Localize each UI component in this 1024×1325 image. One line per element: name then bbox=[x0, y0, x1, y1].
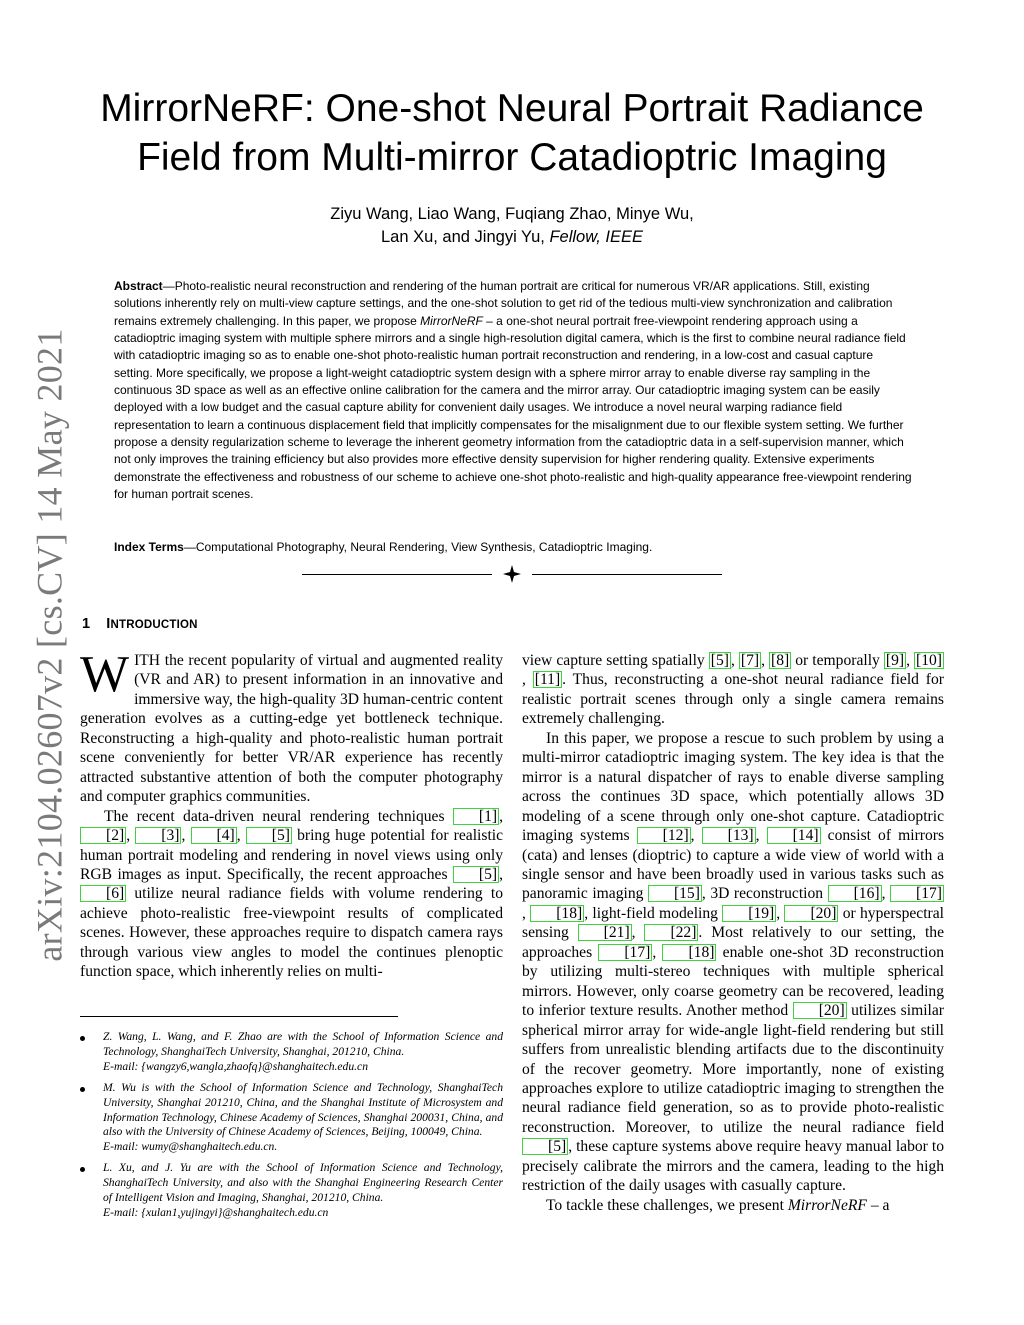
paper-title bbox=[60, 84, 964, 182]
affiliation-footnotes bbox=[80, 1030, 503, 1227]
citation-link[interactable]: [15] bbox=[648, 885, 702, 902]
section-number: 1 bbox=[82, 616, 91, 632]
citation-link[interactable]: [16] bbox=[828, 885, 882, 902]
abstract-method-name: MirrorNeRF bbox=[420, 313, 483, 328]
footnote-item bbox=[80, 1030, 503, 1075]
text-span: The recent data-driven neural rendering techniques bbox=[104, 807, 453, 825]
authors-line-2: Lan Xu, and Jingyi Yu, bbox=[380, 228, 550, 246]
citation-link[interactable]: [6] bbox=[80, 885, 126, 902]
footnote-email: E-mail: wumy@shanghaitech.edu.cn. bbox=[103, 1140, 278, 1154]
citation-link[interactable]: [19] bbox=[722, 905, 776, 922]
intro-text-1: the recent popularity of virtual and augmented reality (VR and AR) to present information in an innovative and immersive way, the high-quality 3D human-centric content generation evolves as a cutting-edge yet bottleneck technique. Reconstructing a high-quality and photo-realistic human portrait scene conveniently for better VR/AR experience has recently attracted substantive attention of both the computer photography and computer graphics communities. bbox=[80, 652, 503, 806]
index-terms-text: —Computational Photography, Neural Rendering, View Synthesis, Catadioptric Imaging. bbox=[183, 540, 653, 554]
citation-link[interactable]: [2] bbox=[80, 827, 126, 844]
drop-cap-lead: ITH bbox=[134, 652, 161, 669]
intro-paragraph-3: In this paper, we propose a rescue to such problem by using a multi-mirror catadioptric imaging system. The key idea is that the mirror is a natural dispatcher of rays to enable diverse sampling across the continues 3D space, which potentially allows 3D modeling of a scene through only one-shot capture. Catadioptric imaging systems [12] , [13] , [14] consist of mirrors (cata) and lenses (dioptric) to capture a wide view of world with a single sensor and have been broadly used in various tasks such as panoramic imaging [15] , 3D reconstruction [16] , [17], [18] , light-field modeling [19] , [20] or hyperspectral sensing [21] , [22] . Most relatively to our setting, the approaches [17] , [18] enable one-shot 3D reconstruction by utilizing multi-stereo techniques with multiple spherical mirrors. However, only coarse geometry can be recovered, leading to inferior texture results. Another method [20] utilizes similar spherical mirror array for wide-angle light-field rendering but still suffers from unrealistic blending artifacts due to the discontinuity of the recover geometry. More importantly, none of existing approaches explore to utilize catadioptric imaging to strengthen the neural radiance field generation, so as to provide photo-realistic reconstruction. Moreover, to utilize the neural radiance field [5] , these capture systems above require heavy manual labor to precisely calibrate the mirrors and the camera, leading to the high restriction of the daily usages with casually capture. bbox=[522, 729, 944, 1195]
index-terms bbox=[114, 539, 914, 556]
footnote-rule bbox=[80, 1016, 398, 1017]
text-span: To tackle these challenges, we present bbox=[546, 1196, 788, 1214]
intro-paragraph-2: The recent data-driven neural rendering techniques [1] , [2] , [3] , [4] , [5] bring huge potential for realistic human portrait modeling and rendering in novel views using only RGB images as input. Specifically, the recent approaches [5] , [6] utilize neural radiance fields with volume rendering to achieve photo-realistic free-viewpoint results of complicated scenes. However, these approaches require to dispatch camera rays through various view angles to model the continues plenoptic function space, which inherently relies on multi- bbox=[80, 807, 503, 981]
section-title-rest: NTRODUCTION bbox=[110, 619, 198, 631]
citation-link[interactable]: [10] bbox=[916, 652, 942, 669]
bullet-icon bbox=[80, 1036, 85, 1041]
text-span: . Most relatively to our setting, the approaches bbox=[522, 924, 944, 961]
text-span: or hyperspectral sensing bbox=[522, 904, 944, 942]
citation-link[interactable]: [11] bbox=[534, 671, 561, 689]
title-line-1: MirrorNeRF: One-shot Neural Portrait Radiance bbox=[100, 87, 924, 130]
footnote-text: L. Xu, and J. Yu are with the School of Information Science and Technology, ShanghaiTech University, and also with the Shanghai Engineering Research Center of Intelligent Vision and Imaging, Shanghai, 201210, China. bbox=[103, 1161, 503, 1205]
fellow-designation: Fellow, IEEE bbox=[549, 228, 644, 246]
text-span: utilizes similar spherical mirror array for wide-angle light-field rendering but still suffers from unrealistic blending artifacts due to the discontinuity of the recover geometry. More importantly, none of existing approaches explore to utilize catadioptric imaging to strengthen the neural radiance field generation, so as to provide photo-realistic reconstruction. Moreover, to utilize the neural radiance field bbox=[522, 1002, 944, 1136]
text-span: bring huge potential for realistic human portrait modeling and rendering in novel views using only RGB images as input. Specifically, the recent approaches bbox=[80, 827, 503, 883]
left-text-column bbox=[80, 651, 503, 1006]
citation-link[interactable]: [22] bbox=[644, 924, 698, 941]
text-span: , light-field modeling bbox=[584, 904, 723, 922]
text-span: consist of mirrors (cata) and lenses (dioptric) to capture a wide view of world with a single sensor and have been broadly used in various tasks such as panoramic imaging bbox=[522, 827, 944, 903]
intro-paragraph-2-continued: view capture setting spatially [5] , [7] , [8] or temporally [9] , [10], [11] . Thus, reconstructing a one-shot neural radiance field for realistic portrait scenes through only a single camera remains extremely challenging. bbox=[522, 652, 944, 728]
index-terms-label: Index Terms bbox=[114, 540, 184, 554]
separator-rule-left bbox=[302, 574, 492, 575]
footnote-email: E-mail: {wangzy6,wangla,zhaofq}@shanghaitech.edu.cn bbox=[103, 1059, 368, 1073]
abstract-text-2: – a one-shot neural portrait free-viewpoint rendering approach using a catadioptric imaging system with multiple sphere mirrors and a single high-resolution digital camera, which is the first to combine neural radiance field with catadioptric imaging so as to enable one-shot photo-realistic human portrait reconstruction and rendering, in a low-cost and casual capture setting. More specifically, we propose a light-weight catadioptric system design with a sphere mirror array to enable diverse ray sampling in the continuous 3D space as well as an effective online calibration for the camera and the mirror array. Our catadioptric imaging system can be easily deployed with a low budget and the casual capture ability for convenient daily usages. We introduce a novel neural warping radiance field representation to learn a continuous displacement field that implicitly compensates for the misalignment due to our flexible system setting. We further propose a density regularization scheme to leverage the inherent geometry information from the catadioptric data in a self-supervision manner, which not only improves the training efficiency but also provides more effective density supervision for higher rendering quality. Extensive experiments demonstrate the effectiveness and robustness of our scheme to achieve one-shot photo-realistic and high-quality appearance free-viewpoint rendering for human portrait scenes. bbox=[114, 313, 912, 502]
text-span: – a bbox=[866, 1196, 890, 1214]
text-span: , these capture systems above require heavy manual labor to precisely calibrate the mirrors and the camera, leading to the high restriction of the daily usages with casually capture. bbox=[522, 1138, 944, 1195]
citation-link[interactable]: [17] bbox=[890, 885, 944, 902]
citation-link[interactable]: [13] bbox=[702, 827, 756, 844]
abstract bbox=[114, 278, 914, 503]
arxiv-identifier-text: arXiv:2104.02607v2 [cs.CV] 14 May 2021 bbox=[30, 328, 70, 962]
citation-link[interactable]: [18] bbox=[662, 944, 716, 961]
text-span: enable one-shot 3D reconstruction by utilizing multi-stereo techniques with multiple spherical mirrors. However, only coarse geometry can be recovered, leading to inferior texture results. Another method bbox=[522, 943, 944, 1020]
citation-link[interactable]: [12] bbox=[637, 827, 691, 844]
citation-link[interactable]: [3] bbox=[135, 827, 181, 844]
footnote-text: Z. Wang, L. Wang, and F. Zhao are with the School of Information Science and Technology, ShanghaiTech University, Shanghai, 201210, China. bbox=[103, 1030, 503, 1058]
arxiv-identifier-stamp bbox=[20, 328, 80, 962]
footnote-item bbox=[80, 1081, 503, 1156]
citation-link[interactable]: [5] bbox=[453, 866, 499, 883]
citation-link[interactable]: [14] bbox=[767, 827, 821, 844]
citation-link[interactable]: [1] bbox=[453, 808, 499, 825]
footnote-text: M. Wu is with the School of Information Science and Technology, ShanghaiTech University, Shanghai 201210, China, and the Shanghai Institute of Microsystem and Information Technology, Chinese Academy of Sciences, Shanghai 200031, China, and also with the University of Chinese Academy of Sciences, Beijing, 100049, China. bbox=[103, 1080, 503, 1139]
citation-link[interactable]: [5] bbox=[246, 827, 292, 844]
intro-paragraph-1 bbox=[80, 651, 503, 807]
text-span: . Thus, reconstructing a one-shot neural radiance field for realistic portrait scenes through only a single camera remains extremely challenging. bbox=[522, 671, 944, 728]
text-span: or temporally bbox=[791, 652, 884, 669]
citation-link[interactable]: [4] bbox=[191, 827, 237, 844]
section-heading bbox=[82, 616, 482, 632]
bullet-icon bbox=[80, 1167, 85, 1172]
intro-paragraph-4 bbox=[522, 1196, 944, 1215]
citation-link[interactable]: [5] bbox=[710, 652, 729, 669]
citation-link[interactable]: [18] bbox=[530, 905, 584, 922]
text-span: In this paper, we propose a rescue to such problem by using a multi-mirror catadioptric imaging system. The key idea is that the mirror is a natural dispatcher of rays to enable diverse sampling across the continues 3D space, which potentially allows 3D modeling of a scene through only one-shot capture. Catadioptric imaging systems bbox=[522, 729, 944, 845]
citation-link[interactable]: [21] bbox=[578, 924, 632, 941]
title-line-2: Field from Multi-mirror Catadioptric Imaging bbox=[137, 136, 887, 179]
citation-link[interactable]: [17] bbox=[598, 944, 652, 961]
text-span: view capture setting spatially bbox=[522, 652, 709, 669]
bullet-icon bbox=[80, 1087, 85, 1092]
citation-link[interactable]: [20] bbox=[793, 1002, 847, 1019]
citation-link[interactable]: [20] bbox=[784, 905, 838, 922]
separator-rule-right bbox=[532, 574, 722, 575]
separator-diamond-icon bbox=[503, 565, 521, 583]
citation-link[interactable]: [8] bbox=[771, 652, 790, 669]
citation-link[interactable]: [5] bbox=[522, 1138, 568, 1155]
footnote-email: E-mail: {xulan1,yujingyi}@shanghaitech.edu.cn bbox=[103, 1205, 329, 1219]
abstract-text-1: —Photo-realistic neural reconstruction and rendering of the human portrait are critical for numerous VR/AR applications. Still, existing solutions inherently rely on multi-view capture settings, and the one-shot solution to get rid of the tedious multi-view synchronization and calibration remains extremely challenging. In this paper, we propose bbox=[114, 279, 893, 328]
method-name: MirrorNeRF bbox=[787, 1196, 867, 1214]
footnote-item bbox=[80, 1161, 503, 1221]
section-title-initial: I bbox=[106, 616, 111, 632]
text-span: utilize neural radiance fields with volume rendering to achieve photo-realistic free-viewpoint results of complicated scenes. However, these approaches require to dispatch camera rays through various view angles to model the continues plenoptic function space, which inherently relies on multi- bbox=[80, 885, 503, 981]
drop-cap: W bbox=[80, 651, 130, 703]
right-text-column bbox=[522, 651, 944, 1261]
text-span: , 3D reconstruction bbox=[701, 885, 828, 903]
citation-link[interactable]: [9] bbox=[885, 652, 905, 669]
authors-line-1: Ziyu Wang, Liao Wang, Fuqiang Zhao, Minye Wu, bbox=[330, 205, 694, 223]
citation-link[interactable]: [7] bbox=[740, 652, 760, 669]
author-list bbox=[100, 203, 924, 249]
abstract-label: Abstract bbox=[114, 279, 163, 293]
